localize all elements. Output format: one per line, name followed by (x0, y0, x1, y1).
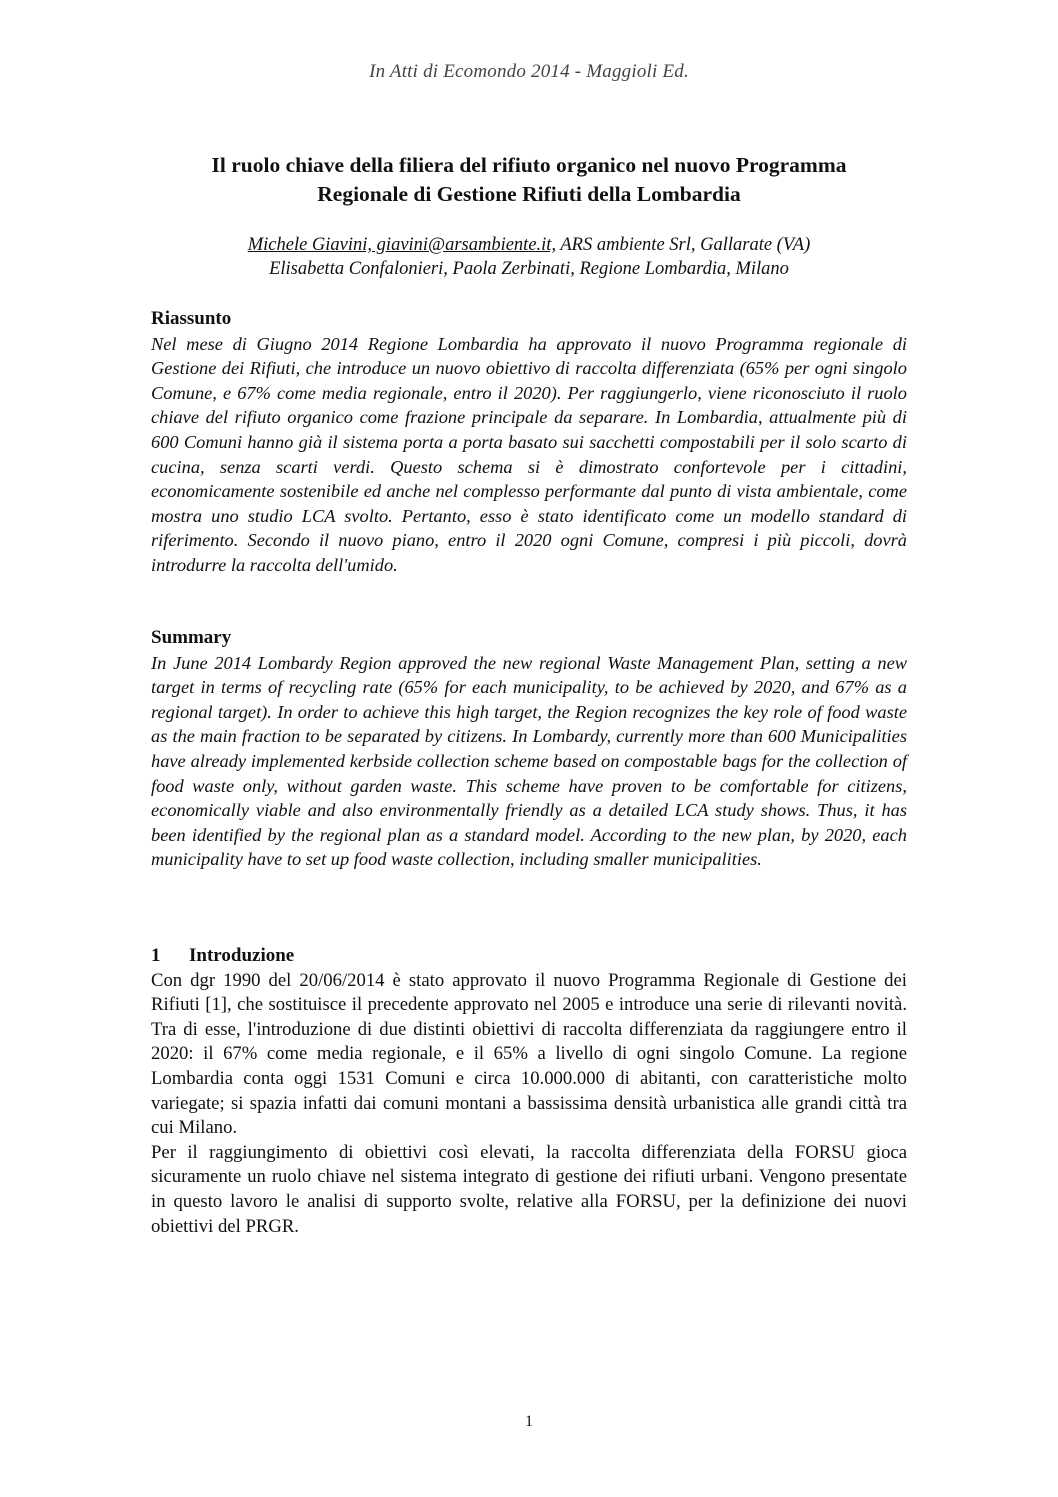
riassunto-section (151, 307, 907, 578)
summary-section (151, 626, 907, 872)
summary-heading: Summary (151, 627, 232, 648)
author-line-2: Elisabetta Confalonieri, Paola Zerbinati, Regione Lombardia, Milano (269, 259, 789, 279)
author-block (120, 233, 938, 281)
page-number: 1 (525, 1413, 533, 1430)
section-number: 1 (151, 945, 161, 966)
title-line-1: Il ruolo chiave della filiera del rifiuto organico nel nuovo Programma (211, 153, 847, 177)
introduzione-heading (151, 944, 907, 969)
introduzione-section (151, 944, 907, 1239)
running-header: In Atti di Ecomondo 2014 - Maggioli Ed. (369, 61, 689, 82)
summary-text: In June 2014 Lombardy Region approved the new regional Waste Management Plan, setting a new target in terms of recycling rate (65% for each municipality, to be achieved by 2020, and 67% as a regional target). In order to achieve this high target, the Region recognizes the key role of food waste as the main fraction to be separated by citizens. In Lombardy, currently more than 600 Municipalities have already implemented kerbside collection scheme based on compostable bags for the collection of food waste only, without garden waste. This scheme have proven to be comfortable for citizens, economically viable and also environmentally friendly as a detailed LCA study shows. Thus, it has been identified by the regional plan as a standard model. According to the new plan, by 2020, each municipality have to set up food waste collection, including smaller municipalities. (151, 652, 907, 870)
author-primary-contact[interactable]: Michele Giavini, giavini@arsambiente.it, (247, 235, 557, 255)
section-title: Introduzione (189, 945, 295, 966)
riassunto-text: Nel mese di Giugno 2014 Regione Lombardia ha approvato il nuovo Programma regionale di Gestione dei Rifiuti, che introduce un nuovo obiettivo di raccolta differenziata (65% per ogni singolo Comune, e 67% come media regionale, entro il 2020). Per raggiungerlo, viene riconosciuto il ruolo chiave del rifiuto organico come frazione principale da separare. In Lombardia, attualmente più di 600 Comuni hanno già il sistema porta a porta basato sui sacchetti compostabili per il solo scarto di cucina, senza scarti verdi. Questo schema si è dimostrato confortevole per i cittadini, economicamente sostenibile ed anche nel complesso performante dal punto di vista ambientale, come mostra uno studio LCA svolto. Pertanto, esso è stato identificato come un modello standard di riferimento. Secondo il nuovo piano, entro il 2020 ogni Comune, compresi i più piccoli, dovrà introdurre la raccolta dell'umido. (151, 333, 907, 575)
introduzione-paragraph-2: Per il raggiungimento di obiettivi così elevati, la raccolta differenziata della FORSU gioca sicuramente un ruolo chiave nel sistema integrato di gestione dei rifiuti urbani. Vengono presentate in questo lavoro le analisi di supporto svolte, relative alla FORSU, per la definizione dei nuovi obiettivi del PRGR. (151, 1141, 907, 1237)
author-affiliation-1: ARS ambiente Srl, Gallarate (VA) (556, 235, 811, 255)
riassunto-heading: Riassunto (151, 308, 232, 329)
paper-title (120, 151, 938, 209)
introduzione-paragraph-1: Con dgr 1990 del 20/06/2014 è stato approvato il nuovo Programma Regionale di Gestione dei Rifiuti [1], che sostituisce il precedente approvato nel 2005 e introduce una serie di rilevanti novità. Tra di esse, l'introduzione di due distinti obiettivi di raccolta differenziata da raggiungere entro il 2020: il 67% come media regionale, e il 65% a livello di ogni singolo Comune. La regione Lombardia conta oggi 1531 Comuni e circa 10.000.000 di abitanti, con caratteristiche molto variegate; si spazia infatti dai comuni montani a bassissima densità urbanistica alle grandi città tra cui Milano. (151, 969, 907, 1139)
title-line-2: Regionale di Gestione Rifiuti della Lombardia (317, 182, 741, 206)
